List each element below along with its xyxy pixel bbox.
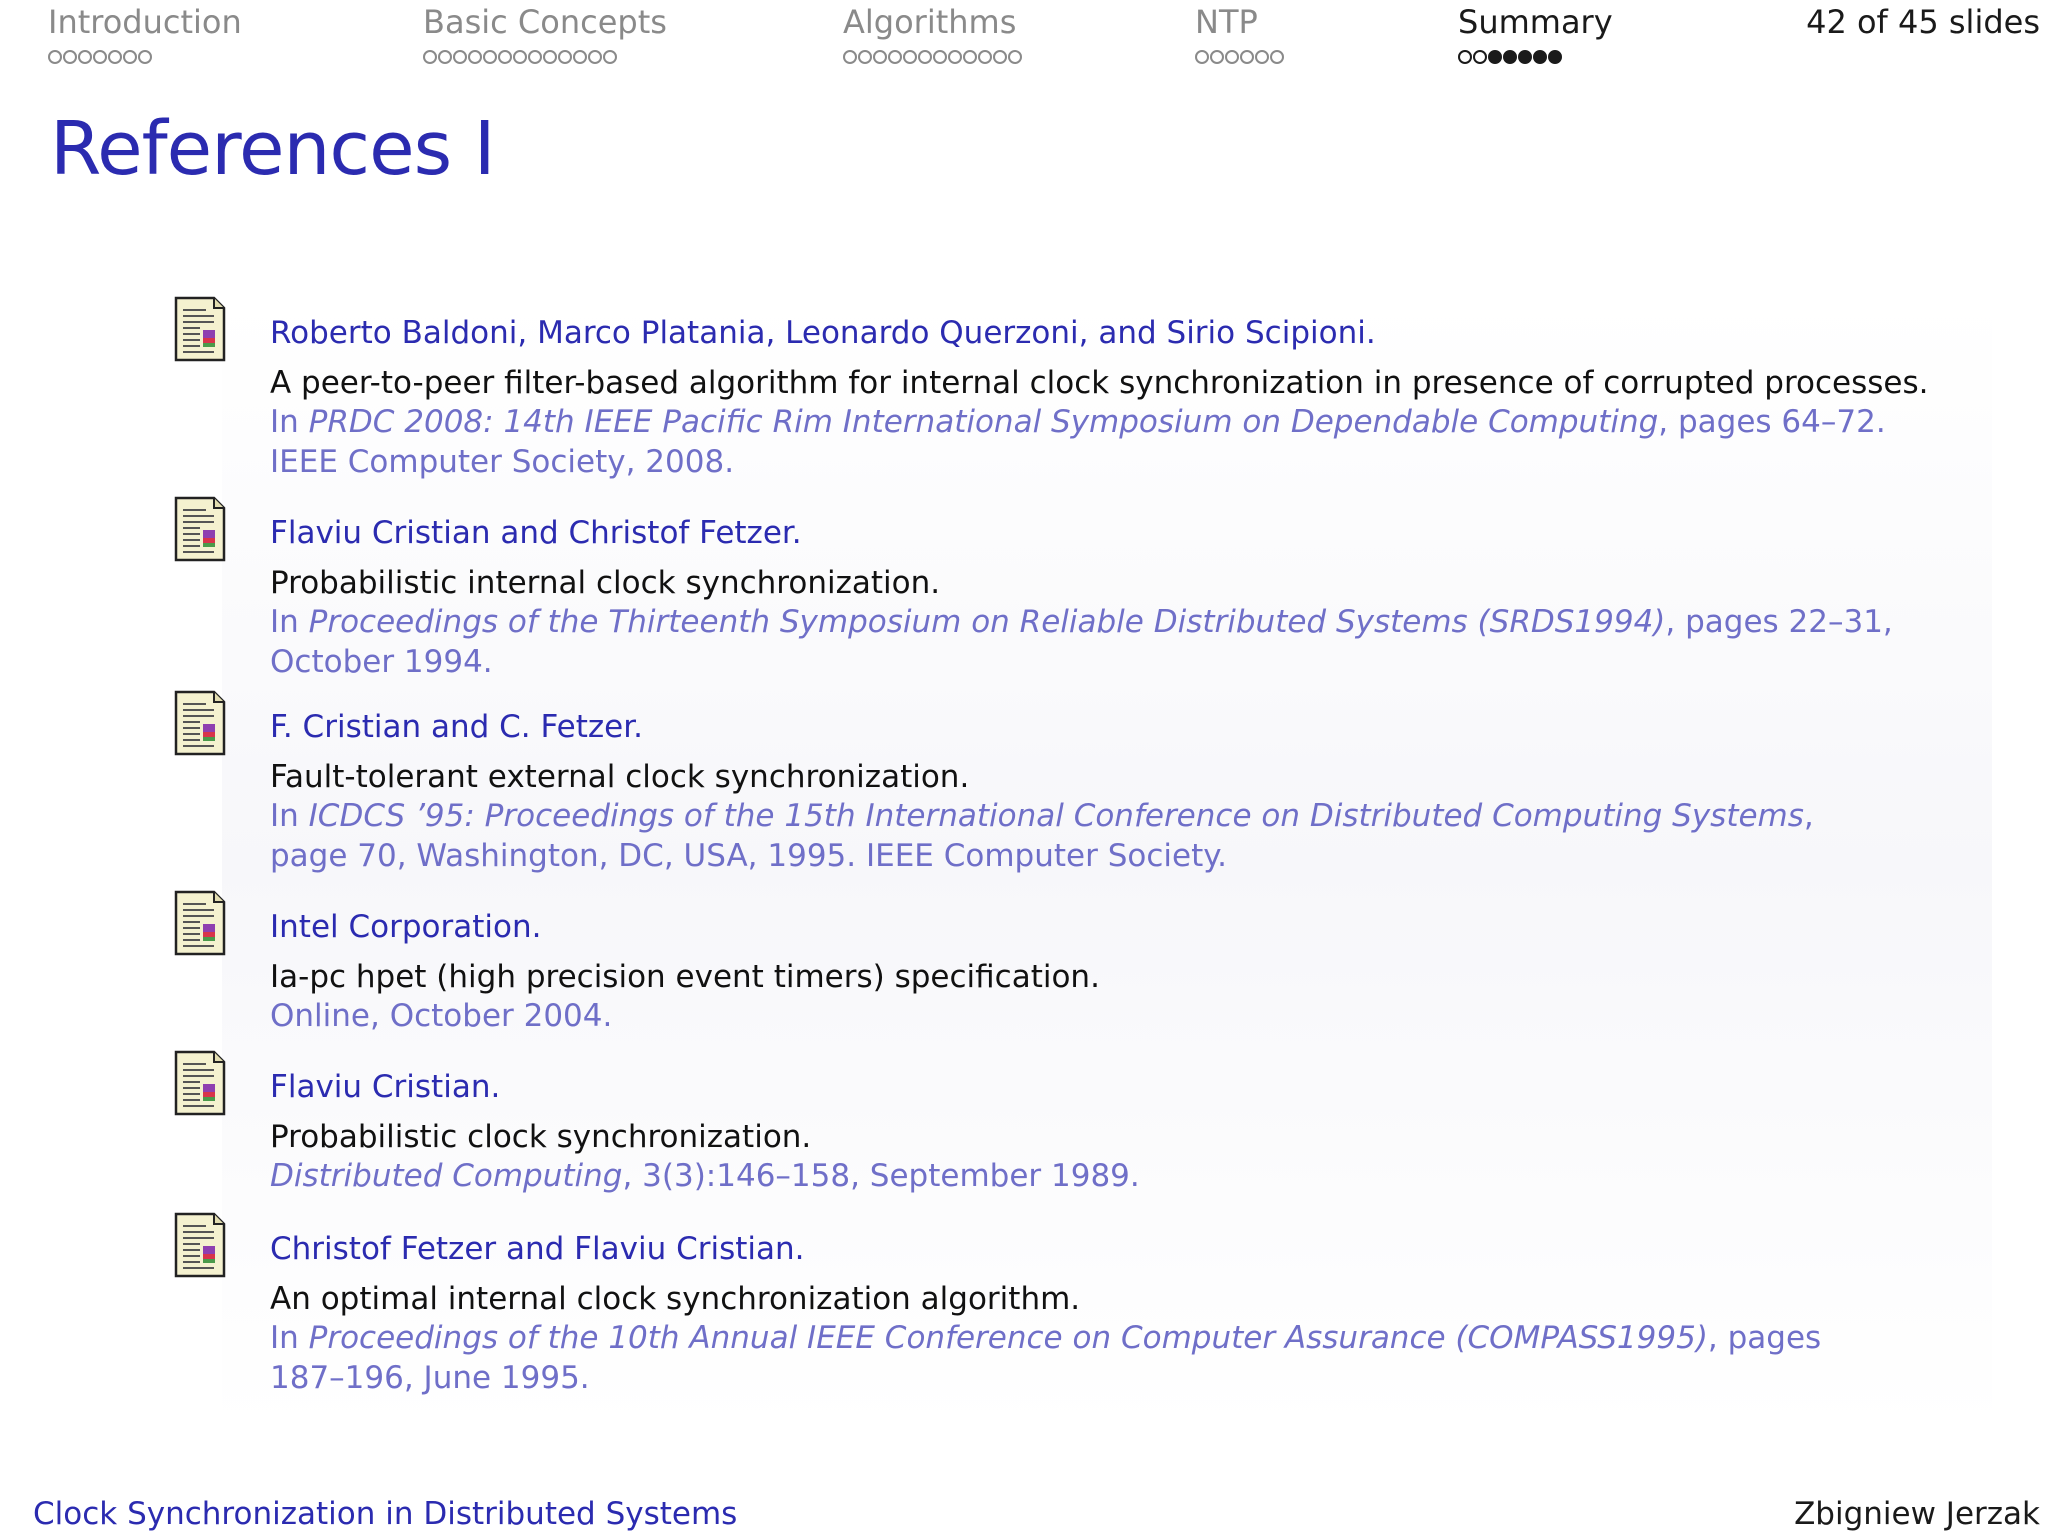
frame-dot[interactable]: [513, 50, 527, 64]
footer-presentation-title: Clock Synchronization in Distributed Systems: [33, 1496, 738, 1532]
pub-venue: Proceedings of the Thirteenth Symposium on Reliable Distributed Systems (SRDS1994): [308, 604, 1666, 640]
pub-suffix: , pages: [1707, 1320, 1822, 1356]
pub-prefix: In: [270, 604, 309, 640]
pub-venue: Proceedings of the 10th Annual IEEE Conference on Computer Assurance (COMPASS1995): [308, 1320, 1708, 1356]
article-icon: [174, 690, 226, 756]
pub-suffix: , pages 22–31,: [1665, 604, 1893, 640]
article-icon: [174, 496, 226, 562]
nav-section-algorithms[interactable]: [843, 2, 1022, 68]
frame-dot[interactable]: [573, 50, 587, 64]
frame-dot[interactable]: [1240, 50, 1254, 64]
frame-dot[interactable]: [123, 50, 137, 64]
frame-dot[interactable]: [528, 50, 542, 64]
reference-title: An optimal internal clock synchronization algorithm.: [270, 1280, 1081, 1317]
reference-publication: [270, 1319, 1990, 1359]
frame-dot[interactable]: [1008, 50, 1022, 64]
nav-section-ntp[interactable]: [1195, 2, 1284, 68]
frame-dot[interactable]: [843, 50, 857, 64]
reference-title: Fault-tolerant external clock synchronization.: [270, 758, 970, 795]
pub-prefix: In: [270, 404, 309, 440]
pub-suffix: , 3(3):146–158, September 1989.: [622, 1158, 1140, 1194]
frame-dot[interactable]: [963, 50, 977, 64]
frame-dot[interactable]: [48, 50, 62, 64]
pub-suffix: , pages 64–72.: [1658, 404, 1886, 440]
nav-section-label[interactable]: Introduction: [48, 3, 242, 41]
pub-venue: Distributed Computing: [270, 1158, 623, 1194]
nav-section-label[interactable]: Basic Concepts: [423, 3, 667, 41]
frame-dot[interactable]: [873, 50, 887, 64]
frame-dot[interactable]: [1210, 50, 1224, 64]
nav-section-label[interactable]: NTP: [1195, 3, 1258, 41]
reference-title: Probabilistic clock synchronization.: [270, 1118, 812, 1155]
frame-dot[interactable]: [858, 50, 872, 64]
reference-authors: Flaviu Cristian.: [270, 1069, 501, 1105]
article-icon: [174, 296, 226, 362]
nav-section-basic-concepts[interactable]: [423, 2, 667, 68]
frame-dot[interactable]: [543, 50, 557, 64]
frame-dot[interactable]: [903, 50, 917, 64]
frame-dot[interactable]: [558, 50, 572, 64]
frame-dot[interactable]: [93, 50, 107, 64]
reference-publication-cont: page 70, Washington, DC, USA, 1995. IEEE Computer Society.: [270, 837, 1228, 874]
reference-publication: [270, 1157, 1990, 1197]
frame-dot[interactable]: [1518, 50, 1532, 64]
frame-dot[interactable]: [1225, 50, 1239, 64]
frame-dot[interactable]: [498, 50, 512, 64]
nav-section-label[interactable]: Algorithms: [843, 3, 1017, 41]
nav-dots: [1458, 46, 1613, 68]
frame-dot[interactable]: [63, 50, 77, 64]
frame-dot[interactable]: [888, 50, 902, 64]
pub-venue: ICDCS ’95: Proceedings of the 15th International Conference on Distributed Computing Systems: [308, 798, 1804, 834]
reference-publication-cont: IEEE Computer Society, 2008.: [270, 443, 735, 480]
nav-section-label[interactable]: Summary: [1458, 3, 1613, 41]
nav-dots: [843, 46, 1022, 68]
frame-title: References I: [50, 106, 495, 192]
section-navigation: [0, 0, 2048, 80]
frame-dot[interactable]: [138, 50, 152, 64]
footer-author: Zbigniew Jerzak: [1794, 1496, 2040, 1532]
nav-section-introduction[interactable]: [48, 2, 242, 68]
frame-dot[interactable]: [603, 50, 617, 64]
frame-dot[interactable]: [438, 50, 452, 64]
frame-dot[interactable]: [978, 50, 992, 64]
frame-dot[interactable]: [1473, 50, 1487, 64]
article-icon: [174, 1050, 226, 1116]
pub-suffix: ,: [1803, 798, 1814, 834]
frame-dot[interactable]: [1458, 50, 1472, 64]
reference-title: Ia-pc hpet (high precision event timers) specification.: [270, 958, 1100, 995]
reference-authors: Intel Corporation.: [270, 909, 542, 945]
frame-dot[interactable]: [78, 50, 92, 64]
frame-dot[interactable]: [423, 50, 437, 64]
frame-dot[interactable]: [1488, 50, 1502, 64]
reference-authors: Roberto Baldoni, Marco Platania, Leonardo Querzoni, and Sirio Scipioni.: [270, 315, 1376, 351]
reference-title: Probabilistic internal clock synchronization.: [270, 564, 941, 601]
nav-section-summary[interactable]: [1458, 2, 1613, 68]
reference-publication: [270, 603, 1990, 643]
frame-dot[interactable]: [453, 50, 467, 64]
reference-title: A peer-to-peer filter-based algorithm for internal clock synchronization in presence of corrupted processes.: [270, 364, 1929, 401]
frame-dot[interactable]: [948, 50, 962, 64]
frame-dot[interactable]: [1195, 50, 1209, 64]
nav-dots: [423, 46, 667, 68]
frame-dot[interactable]: [1255, 50, 1269, 64]
slide-counter: 42 of 45 slides: [1806, 3, 2040, 41]
frame-dot[interactable]: [918, 50, 932, 64]
reference-authors: F. Cristian and C. Fetzer.: [270, 709, 643, 745]
article-icon: [174, 1212, 226, 1278]
reference-publication-cont: October 1994.: [270, 643, 493, 680]
pub-prefix: In: [270, 1320, 309, 1356]
frame-dot[interactable]: [483, 50, 497, 64]
reference-publication: [270, 797, 1990, 837]
pub-venue: PRDC 2008: 14th IEEE Pacific Rim International Symposium on Dependable Computing: [308, 404, 1659, 440]
frame-dot[interactable]: [1270, 50, 1284, 64]
frame-dot[interactable]: [1503, 50, 1517, 64]
pub-prefix: In: [270, 798, 309, 834]
reference-authors: Flaviu Cristian and Christof Fetzer.: [270, 515, 802, 551]
reference-publication: [270, 403, 1990, 443]
frame-dot[interactable]: [993, 50, 1007, 64]
pub-prefix: Online, October 2004.: [270, 998, 613, 1034]
frame-dot[interactable]: [1548, 50, 1562, 64]
frame-dot[interactable]: [1533, 50, 1547, 64]
article-icon: [174, 890, 226, 956]
frame-dot[interactable]: [933, 50, 947, 64]
reference-publication: [270, 997, 1990, 1037]
nav-dots: [1195, 46, 1284, 68]
reference-authors: Christof Fetzer and Flaviu Cristian.: [270, 1231, 805, 1267]
frame-dot[interactable]: [108, 50, 122, 64]
frame-dot[interactable]: [468, 50, 482, 64]
reference-publication-cont: 187–196, June 1995.: [270, 1359, 590, 1396]
nav-dots: [48, 46, 242, 68]
frame-dot[interactable]: [588, 50, 602, 64]
